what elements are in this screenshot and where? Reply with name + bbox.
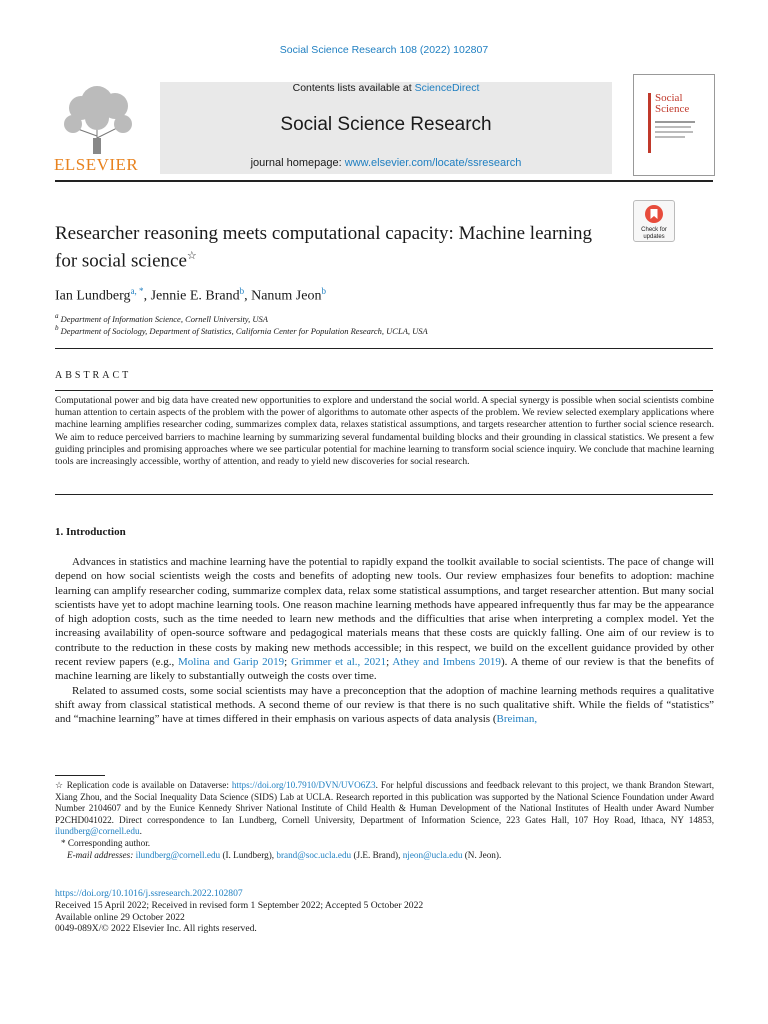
footnote-text: . For helpful discussions and feedback relevant to this project, we thank Brandon Stewart, Xiang Zhou, and the Social Inequality Data Science (SIDS) Lab at UCLA. Research reported in this publication was supported by the National Science Foundation under Award Number 2104607 and by the Eunice Kennedy Shriver National Institute of Child Health & Human Development of the National Institutes of Health under Award Number P2CHD041022. Direct correspondence to Ian Lundberg, Cornell University, Department of Information Science, 223 Gates Hall, 107 Hoy Road, Ithaca, NY 14853, [55,780,714,825]
email-link[interactable]: ilundberg@cornell.edu [55,826,140,837]
author-name[interactable]: Ian Lundberg [55,288,131,304]
footnote-emails [55,850,714,862]
copyright: 0049-089X/© 2022 Elsevier Inc. All rights reserved. [55,923,257,935]
reference-separator: ; [386,656,393,669]
section-heading-introduction: 1. Introduction [55,526,126,538]
introduction-body [55,555,714,727]
available-online: Available online 29 October 2022 [55,911,185,923]
paragraph [55,555,714,684]
paragraph [55,684,714,727]
reference-link[interactable]: Breiman, [496,713,538,726]
affiliation-mark: b [55,324,59,332]
contents-prefix: Contents lists available at [292,82,415,94]
footnotes [55,780,714,861]
footnote-star [55,780,714,838]
badge-line-2: updates [643,234,665,240]
email-label: E-mail addresses: [67,849,136,860]
homepage-link[interactable]: www.elsevier.com/locate/ssresearch [344,157,522,169]
reference-link[interactable]: Molina and Garip 2019 [178,656,285,669]
author-affiliation-mark[interactable]: a, * [130,286,144,296]
paragraph-text: Advances in statistics and machine learning have the potential to rapidly expand the toolkit available to social scientists. The pace of change will depend on how social scientists weigh the costs and benefits of adopting new tools. Our review emphasizes four benefits to adoption: machine learning can amplify researcher coding, summarize complex data, relax some statistical assumptions, and target researcher attention. But many social scientists have yet to adopt machine learning tools. One reason machine learning methods have appeared infrequently thus far may be the appearance of high adoption costs, such as the time needed to learn new methods and the difficulties that arise when interpreting a complex model. Yet the increasing availability of open-source software and pedagogical materials means that these costs are quickly falling. One aim of our review is to contribute to the reduction in these costs by making new methods accessible; in this respect, we build on the excellent guidance provided by other recent review papers (e.g., [55,556,714,669]
email-link[interactable]: njeon@ucla.edu [402,849,463,860]
reference-separator: ; [284,656,291,669]
cover-title: Social Science [655,92,690,115]
reference-link[interactable]: Grimmer et al., 2021 [291,656,387,669]
affiliation-mark: a [55,312,59,320]
affiliation-a [55,312,268,324]
title-footnote-mark[interactable]: ☆ [186,250,197,262]
doi-link[interactable]: https://doi.org/10.1016/j.ssresearch.2022.102807 [55,888,243,899]
bookmark-icon [644,204,664,224]
journal-title: Social Science Research [280,114,492,135]
received-dates: Received 15 April 2022; Received in revised form 1 September 2022; Accepted 5 October 2022 [55,899,424,911]
reference-link[interactable]: Athey and Imbens 2019 [392,656,501,669]
article-metadata [55,888,423,935]
abstract-body: Computational power and big data have created new opportunities to explore and understand the social world. A special synergy is possible when social scientists combine human attention to certain aspects of the problem with the power of algorithms to automate other aspects of the problem. We review selected exemplary applications where machine learning amplifies researcher coding, summarizes complex data, relaxes statistical assumptions, and targets researcher attention to further social science research. We aim to reduce perceived barriers to machine learning by summarizing several fundamental building blocks and their grounding in classical statistics. We present a few guiding principles and promising approaches where we see particular potential for machine learning to transform social science inquiry. We conclude that machine learning tools are increasingly accessible, worthy of attention, and ready to yield new discoveries for social research. [55,395,714,468]
email-owner: (N. Jeon). [462,849,502,860]
email-link[interactable]: brand@soc.ucla.edu [276,849,352,860]
article-title-text: Researcher reasoning meets computational capacity: Machine learning for social science [55,223,593,272]
abstract-heading: ABSTRACT [55,370,132,381]
check-for-updates-badge[interactable] [633,200,675,242]
author-affiliation-mark[interactable]: b [239,286,245,296]
footnote-text: . [139,826,142,837]
header-rule [55,180,713,182]
paragraph-text: Related to assumed costs, some social scientists may have a preconception that the adoption of machine learning methods requires a qualitative shift away from classical statistical methods. A second theme of our review is that there is no such qualitative shift. While the fields of “statistics” and “machine learning” have at times differed in their emphasis on various aspects of data analysis ( [55,684,714,726]
email-link[interactable]: ilundberg@cornell.edu [135,849,221,860]
email-owner: (I. Lundberg), [220,849,277,860]
sciencedirect-link[interactable]: ScienceDirect [414,82,480,94]
author-name[interactable]: Nanum Jeon [251,288,322,304]
footnote-text: ☆ Replication code is available on Dataverse: [55,780,232,790]
footnote-corresponding: * Corresponding author. [61,837,151,848]
homepage-prefix: journal homepage: [250,157,345,169]
author-affiliation-mark[interactable]: b [321,286,326,296]
author-list: Ian Lundberg$^{a, *}$, Jennie E. Brand$^b$, Nanum Jeon$^b$ [55,286,326,304]
dataverse-link[interactable]: https://doi.org/10.7910/DVN/UVO6Z3 [231,780,376,790]
author-name[interactable]: Jennie E. Brand [150,288,240,304]
email-owner: (J.E. Brand), [351,849,403,860]
contents-line [160,82,612,94]
abstract-rule-bottom [55,494,713,495]
publisher-logo: ELSEVIER [54,155,139,174]
journal-homepage-line [160,157,612,169]
abstract-rule-top [55,390,713,391]
affiliation-b [55,324,428,336]
article-title [55,222,615,272]
affiliation-text: Department of Information Science, Cornell University, USA [60,313,268,324]
section-rule [55,348,713,349]
affiliation-text: Department of Sociology, Department of Statistics, California Center for Population Research, UCLA, USA [60,325,428,336]
footnote-rule [55,775,105,776]
paragraph-text: ). A theme of our review is that the benefits of machine learning are likely to substantially outweigh the costs over time. [55,656,714,683]
journal-cover-thumbnail[interactable] [633,74,715,176]
journal-citation[interactable]: Social Science Research 108 (2022) 102807 [279,44,489,56]
badge-line-1: Check for [641,227,667,233]
